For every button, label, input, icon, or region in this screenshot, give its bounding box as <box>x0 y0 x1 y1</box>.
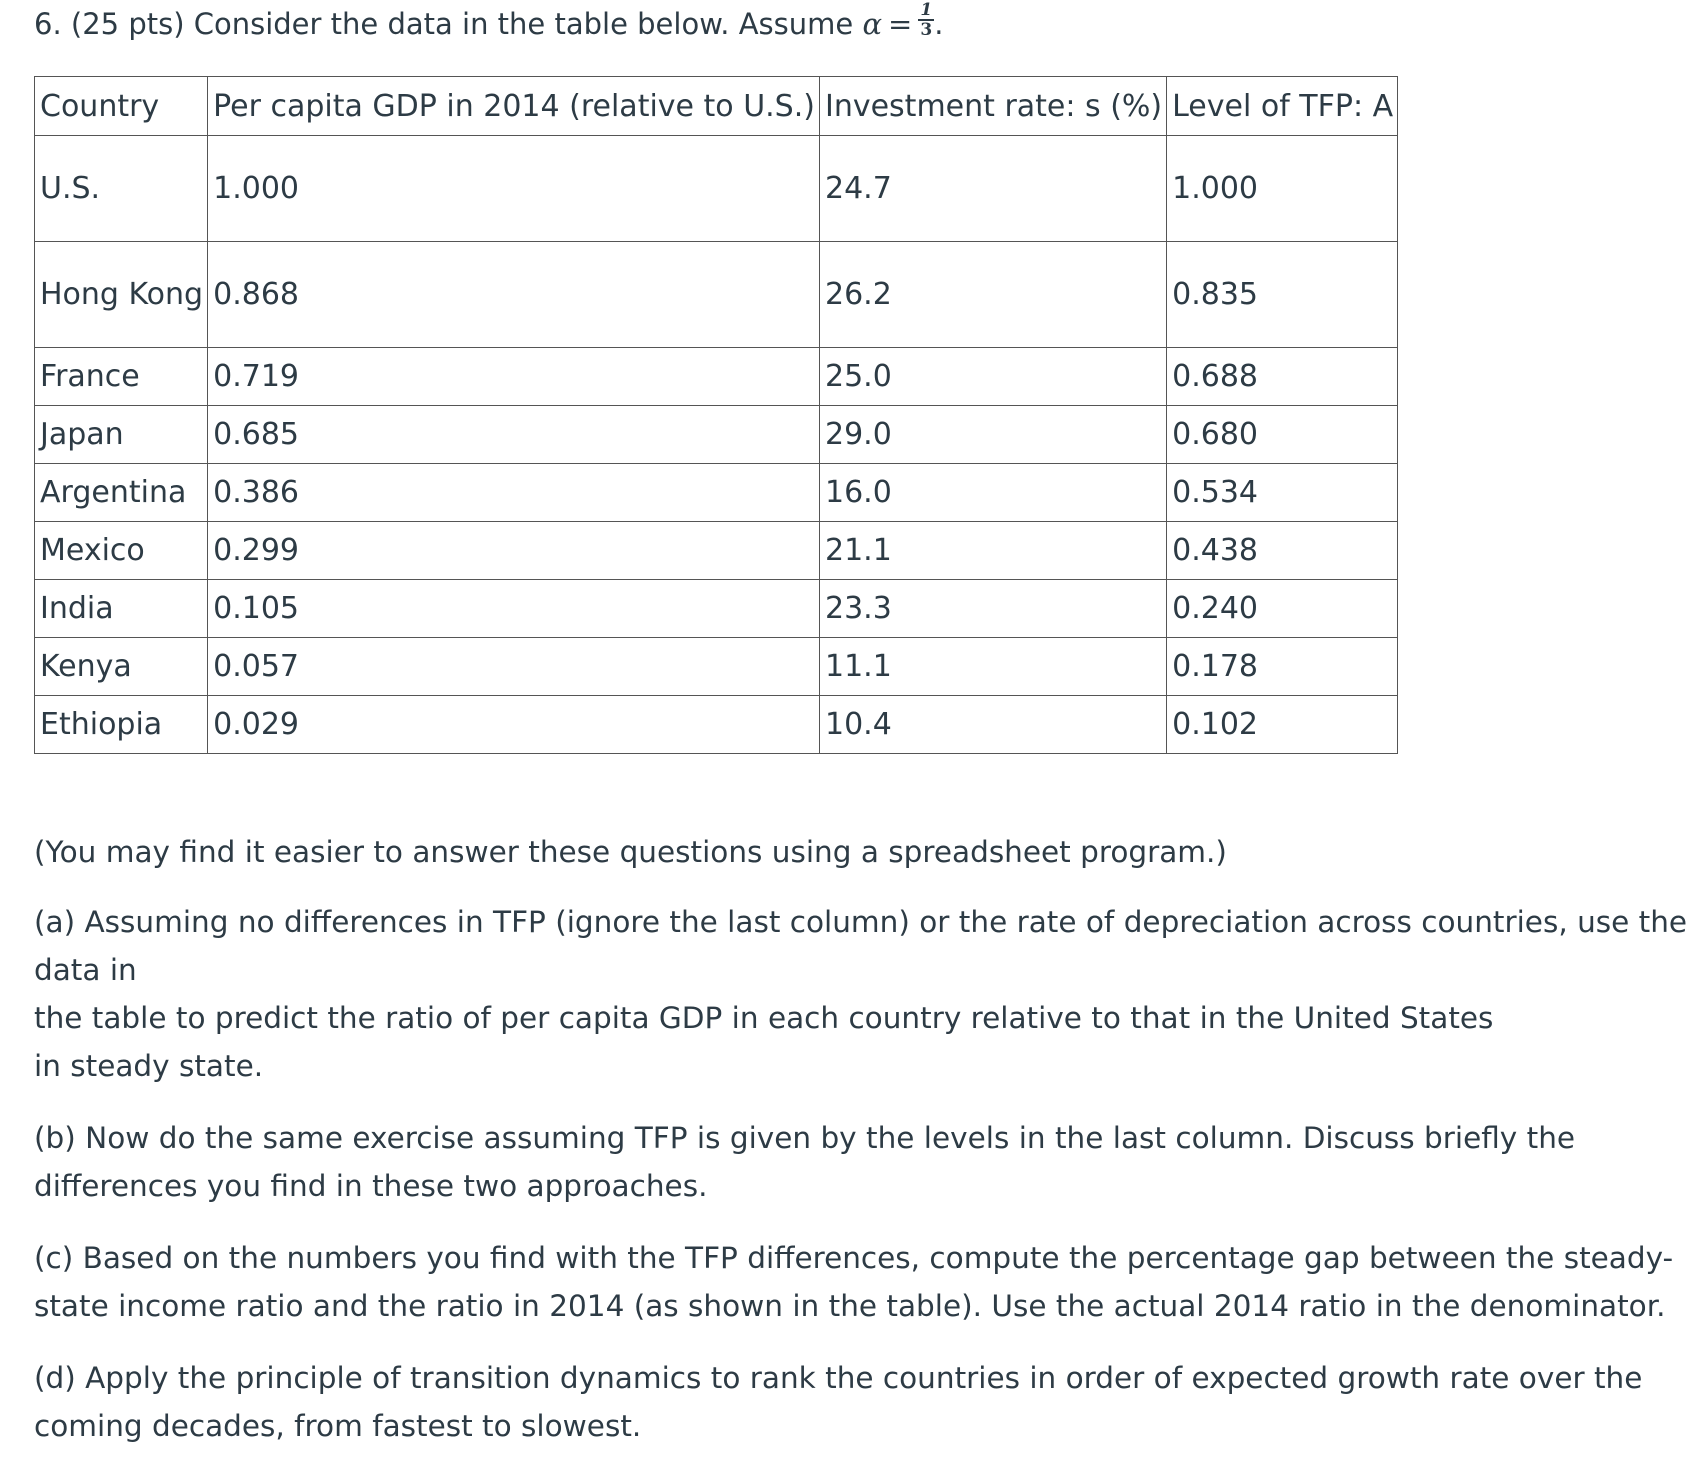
cell-gdp: 0.685 <box>208 406 820 464</box>
table-row <box>35 242 1398 348</box>
cell-country: India <box>35 580 208 638</box>
fraction-one-third <box>918 1 934 39</box>
cell-country: Mexico <box>35 522 208 580</box>
cell-tfp: 0.178 <box>1167 638 1398 696</box>
cell-country: U.S. <box>35 136 208 242</box>
header-tfp: Level of TFP: A <box>1167 77 1398 136</box>
table-row <box>35 522 1398 580</box>
cell-tfp: 0.835 <box>1167 242 1398 348</box>
header-period: . <box>934 7 944 41</box>
cell-investment: 11.1 <box>819 638 1166 696</box>
cell-gdp: 0.105 <box>208 580 820 638</box>
cell-gdp: 0.057 <box>208 638 820 696</box>
cell-gdp: 0.029 <box>208 696 820 754</box>
question-header <box>34 0 944 45</box>
cell-investment: 29.0 <box>819 406 1166 464</box>
cell-investment: 10.4 <box>819 696 1166 754</box>
cell-gdp: 0.386 <box>208 464 820 522</box>
table-header-row <box>35 77 1398 136</box>
fraction-denominator: 3 <box>920 20 933 40</box>
part-a-line-3: in steady state. <box>34 1049 264 1083</box>
fraction-numerator: 1 <box>920 0 933 20</box>
table-row <box>35 464 1398 522</box>
table-row <box>35 406 1398 464</box>
question-prefix: 6. (25 pts) Consider the data in the table below. Assume <box>34 7 854 41</box>
cell-tfp: 0.680 <box>1167 406 1398 464</box>
country-data-table <box>34 76 1398 754</box>
part-a-line-2: the table to predict the ratio of per capita GDP in each country relative to that in the United States <box>34 1001 1494 1035</box>
header-country: Country <box>35 77 208 136</box>
header-investment: Investment rate: s (%) <box>819 77 1166 136</box>
question-body <box>34 828 1688 1474</box>
cell-gdp: 1.000 <box>208 136 820 242</box>
part-a-paragraph <box>34 898 1688 1090</box>
table-row <box>35 638 1398 696</box>
alpha-symbol: α <box>862 7 883 41</box>
header-gdp: Per capita GDP in 2014 (relative to U.S.) <box>208 77 820 136</box>
cell-investment: 24.7 <box>819 136 1166 242</box>
cell-tfp: 0.102 <box>1167 696 1398 754</box>
cell-country: Hong Kong <box>35 242 208 348</box>
cell-investment: 25.0 <box>819 348 1166 406</box>
cell-investment: 23.3 <box>819 580 1166 638</box>
cell-investment: 21.1 <box>819 522 1166 580</box>
cell-tfp: 0.534 <box>1167 464 1398 522</box>
cell-tfp: 1.000 <box>1167 136 1398 242</box>
cell-country: Kenya <box>35 638 208 696</box>
intro-paragraph: (You may find it easier to answer these questions using a spreadsheet program.) <box>34 835 1227 869</box>
cell-country: Japan <box>35 406 208 464</box>
cell-investment: 26.2 <box>819 242 1166 348</box>
table-row <box>35 136 1398 242</box>
part-a-line-1: (a) Assuming no differences in TFP (ignore the last column) or the rate of depreciation across countries, use the data in <box>34 905 1688 987</box>
cell-gdp: 0.299 <box>208 522 820 580</box>
cell-tfp: 0.240 <box>1167 580 1398 638</box>
table-row <box>35 696 1398 754</box>
cell-country: Ethiopia <box>35 696 208 754</box>
part-c-paragraph: (c) Based on the numbers you find with the TFP differences, compute the percentage gap between the steady- state income ratio and the ratio in 2014 (as shown in the table). Use the actual 2014 ratio in the denominator. <box>34 1241 1674 1323</box>
cell-country: France <box>35 348 208 406</box>
cell-tfp: 0.438 <box>1167 522 1398 580</box>
cell-gdp: 0.719 <box>208 348 820 406</box>
table-row <box>35 580 1398 638</box>
part-d-paragraph: (d) Apply the principle of transition dynamics to rank the countries in order of expected growth rate over the coming decades, from fastest to slowest. <box>34 1361 1643 1443</box>
equals-sign: = <box>888 7 913 41</box>
part-b-paragraph: (b) Now do the same exercise assuming TFP is given by the levels in the last column. Discuss briefly the differences you find in these two approaches. <box>34 1121 1576 1203</box>
cell-investment: 16.0 <box>819 464 1166 522</box>
cell-tfp: 0.688 <box>1167 348 1398 406</box>
cell-country: Argentina <box>35 464 208 522</box>
table-row <box>35 348 1398 406</box>
cell-gdp: 0.868 <box>208 242 820 348</box>
